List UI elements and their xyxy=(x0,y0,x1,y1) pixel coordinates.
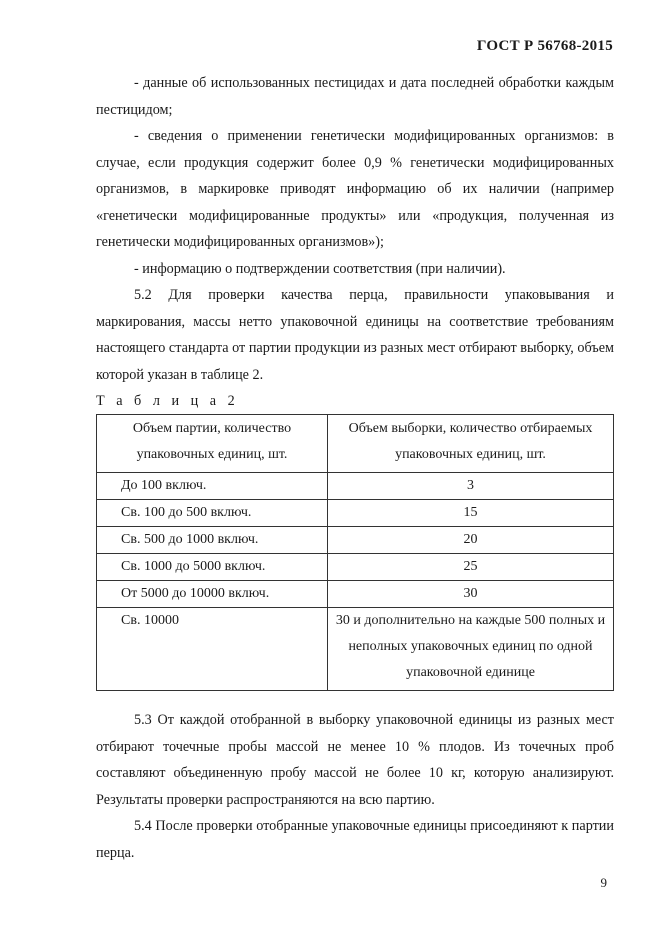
sample-size-cell: 3 xyxy=(328,473,614,500)
lot-size-cell: Св. 10000 xyxy=(97,608,328,691)
page-content xyxy=(96,70,614,866)
table-title: Т а б л и ц а 2 xyxy=(96,393,239,409)
lot-size-cell: От 5000 до 10000 включ. xyxy=(97,581,328,608)
paragraph-pesticides: - данные об использованных пестицидах и дата последней обработки каждым пестицидом; xyxy=(96,75,614,118)
table-header-lot-size: Объем партии, количество упаковочных единиц, шт. xyxy=(97,415,328,473)
sampling-table xyxy=(96,414,614,691)
table-header-sample-size: Объем выборки, количество отбираемых упаковочных единиц, шт. xyxy=(328,415,614,473)
document-code-header: ГОСТ Р 56768-2015 xyxy=(476,38,613,54)
lot-size-cell: Св. 100 до 500 включ. xyxy=(97,500,328,527)
table-header-row xyxy=(97,415,614,473)
lot-size-cell: До 100 включ. xyxy=(97,473,328,500)
table-row xyxy=(97,554,614,581)
table-row xyxy=(97,527,614,554)
table-row xyxy=(97,500,614,527)
sample-size-cell: 25 xyxy=(328,554,614,581)
table-row xyxy=(97,581,614,608)
paragraph-5-4: 5.4 После проверки отобранные упаковочные единицы присоединяют к партии перца. xyxy=(96,818,614,861)
sample-size-cell: 30 xyxy=(328,581,614,608)
table-row xyxy=(97,608,614,691)
paragraph-gmo: - сведения о применении генетически модифицированных организмов: в случае, если продукция содержит более 0,9 % генетически модифицированных организмов, в маркировке приводят информацию об их наличии (например «генетически модифицированные продукты» или «продукция, полученная из генетически модифицированных организмов»); xyxy=(96,128,614,250)
lot-size-cell: Св. 500 до 1000 включ. xyxy=(97,527,328,554)
sample-size-cell: 15 xyxy=(328,500,614,527)
sample-size-cell: 30 и дополнительно на каждые 500 полных и неполных упаковочных единиц по одной упаковочной единице xyxy=(328,608,614,691)
lot-size-cell: Св. 1000 до 5000 включ. xyxy=(97,554,328,581)
table-row xyxy=(97,473,614,500)
paragraph-5-3: 5.3 От каждой отобранной в выборку упаковочной единицы из разных мест отбирают точечные пробы массой не менее 10 % плодов. Из точечных проб составляют объединенную пробу массой не более 10 кг, которую анализируют. Результаты проверки распространяются на всю партию. xyxy=(96,712,614,808)
paragraph-5-2: 5.2 Для проверки качества перца, правильности упаковывания и маркирования, массы нетто упаковочной единицы на соответствие требованиям настоящего стандарта от партии продукции из разных мест отбирают выборку, объем которой указан в таблице 2. xyxy=(96,287,614,383)
sample-size-cell: 20 xyxy=(328,527,614,554)
page-number: 9 xyxy=(600,875,607,890)
paragraph-conformity: - информацию о подтверждении соответствия (при наличии). xyxy=(134,260,506,277)
